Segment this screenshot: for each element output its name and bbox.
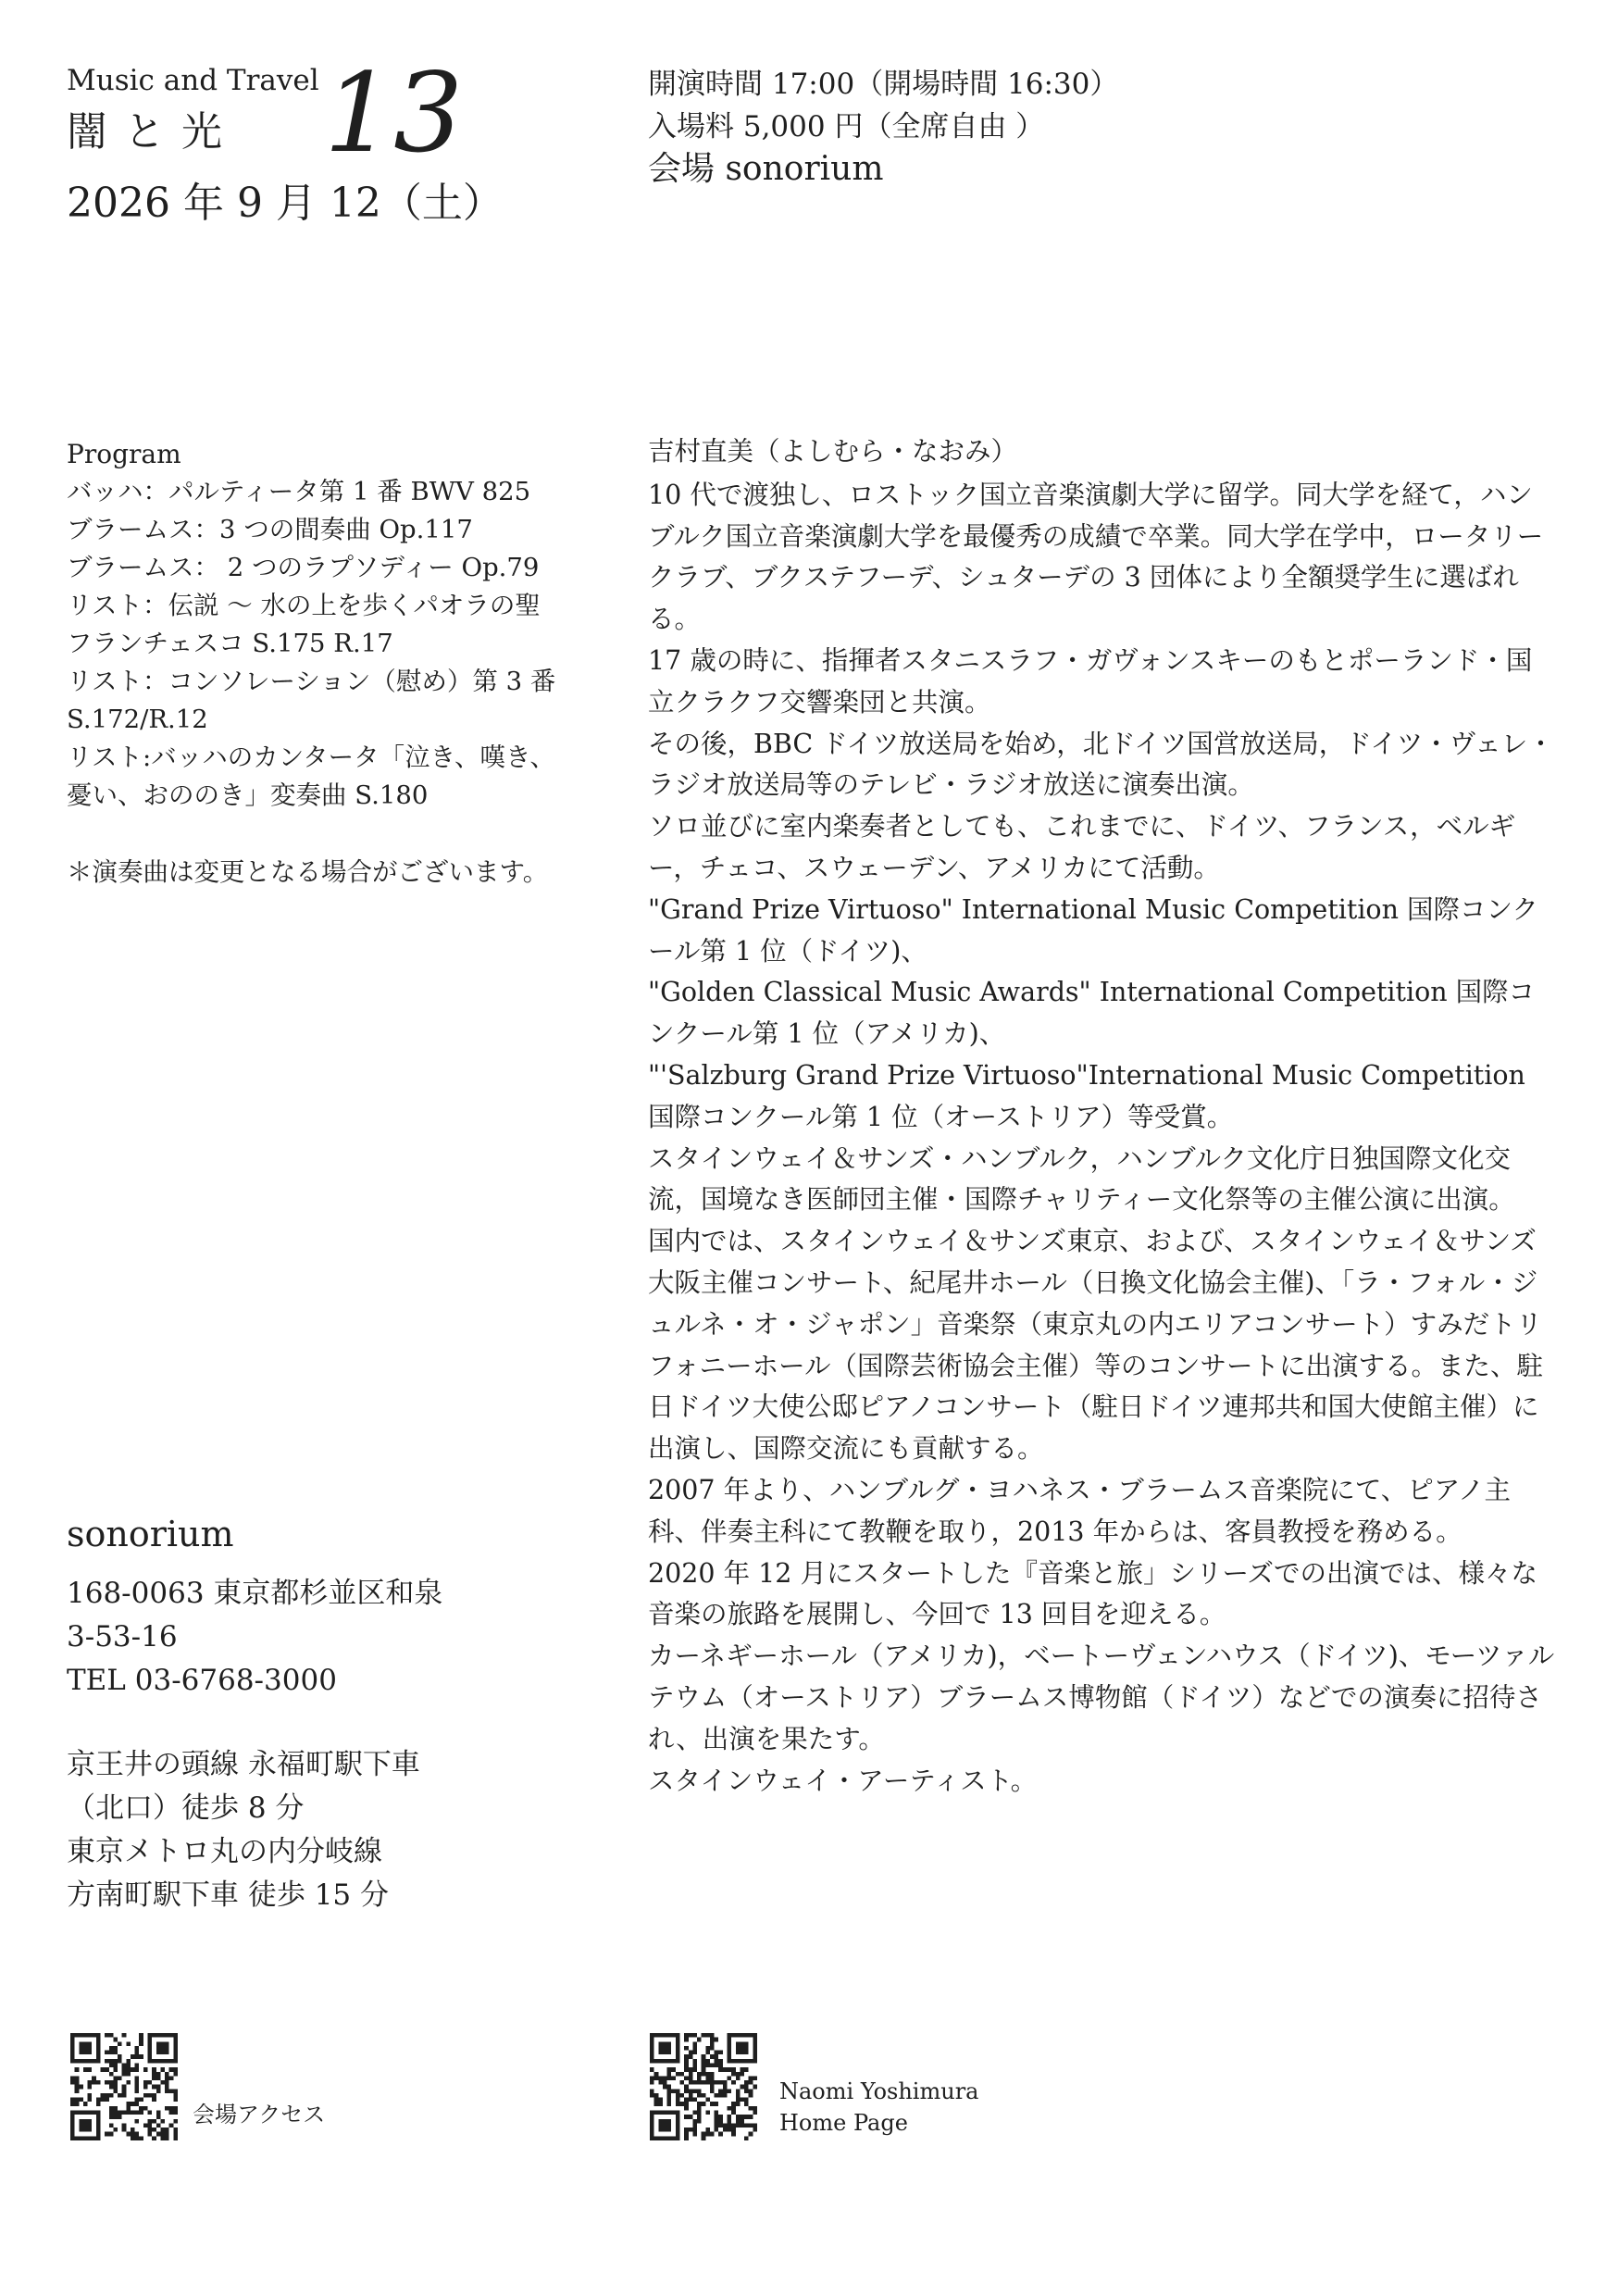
program-heading: Program <box>67 439 181 469</box>
event-fee: 入場料 5,000 円（全席自由 ） <box>648 110 1045 144</box>
program-line: リスト:バッハのカンタータ「泣き、嘆き、 <box>67 742 555 772</box>
program-line: 憂い、おののき」変奏曲 S.180 <box>67 780 429 810</box>
program-line: S.172/R.12 <box>67 705 208 734</box>
bio-paragraph: ソロ並びに室内楽奏者としても、これまでに、ドイツ、フランス，ベルギー，チェコ、スウェーデン、アメリカにて活動。 <box>648 811 1516 883</box>
home-page-qr-code[interactable] <box>650 2033 757 2140</box>
bio-paragraph: スタインウェイ・アーティスト。 <box>648 1765 1038 1796</box>
venue-name: sonorium <box>67 1514 234 1554</box>
event-time: 開演時間 17:00（開場時間 16:30） <box>648 68 1119 101</box>
bio-paragraph: 国内では、スタインウェイ＆サンズ東京、および、スタインウェイ＆サンズ大阪主催コンサート、紀尾井ホール（日換文化協会主催)、「ラ・フォル・ジュルネ・オ・ジャポン」音楽祭（東京丸の内エリアコンサート）すみだトリフォニーホール（国際芸術協会主催）等のコンサートに出演する。また、駐日ドイツ大使公邸ピアノコンサート（駐日ドイツ連邦共和国大使館主催）に出演し、国際交流にも貢献する。 <box>648 1226 1544 1465</box>
program-line: リスト：伝説 ～ 水の上を歩くパオラの聖 <box>67 591 541 620</box>
venue-address-line: 3-53-16 <box>67 1620 178 1653</box>
program-line: ブラームス： 2 つのラプソディー Op.79 <box>67 553 540 582</box>
venue-access-qr-code[interactable] <box>70 2033 178 2140</box>
program-line: ブラームス：3 つの間奏曲 Op.117 <box>67 515 473 544</box>
concert-date: 2026 年 9 月 12（土） <box>67 180 504 227</box>
home-page-qr-label-name: Naomi Yoshimura <box>779 2078 979 2104</box>
access-line: 京王井の頭線 永福町駅下車 <box>67 1748 420 1781</box>
bio-paragraph: "Golden Classical Music Awards" International Competition 国際コンクール第 1 位（アメリカ)、 <box>648 977 1536 1050</box>
event-venue: 会場 sonorium <box>648 150 884 188</box>
program-line: フランチェスコ S.175 R.17 <box>67 629 393 658</box>
bio-paragraph: "Grand Prize Virtuoso" International Music Competition 国際コンクール第 1 位（ドイツ)、 <box>648 893 1538 967</box>
bio-paragraph: "'Salzburg Grand Prize Virtuoso"International Music Competition 国際コンクール第 1 位（オーストリア）等受賞。 <box>648 1059 1525 1132</box>
venue-address-line: 168-0063 東京都杉並区和泉 <box>67 1577 443 1610</box>
home-page-qr-label-text: Home Page <box>779 2110 908 2136</box>
venue-phone: TEL 03-6768-3000 <box>67 1664 337 1697</box>
event-info <box>648 63 1118 191</box>
series-name: Music and Travel <box>67 64 319 97</box>
bio-paragraph: スタインウェイ＆サンズ・ハンブルク，ハンブルク文化庁日独国際文化交流，国境なき医師団主催・国際チャリティー文化祭等の主催公演に出演。 <box>648 1142 1515 1216</box>
artist-name: 吉村直美（よしむら・なおみ） <box>648 436 1018 467</box>
concert-number: 13 <box>324 49 464 177</box>
bio-paragraph: 2007 年より、ハンブルグ・ヨハネス・ブラームス音楽院にて、ピアノ主科、伴奏主科にて教鞭を取り，2013 年からは、客員教授を務める。 <box>648 1474 1512 1547</box>
program-section <box>67 435 622 892</box>
bio-paragraph: その後，BBC ドイツ放送局を始め，北ドイツ国営放送局，ドイツ・ヴェレ・ラジオ放送局等のテレビ・ラジオ放送に演奏出演。 <box>648 728 1554 801</box>
bio-paragraph: カーネギーホール（アメリカ)，ベートーヴェンハウス（ドイツ)、モーツァルテウム（オーストリア）ブラームス博物館（ドイツ）などでの演奏に招待され、出演を果たす。 <box>648 1641 1555 1754</box>
access-line: 東京メトロ丸の内分岐線 <box>67 1835 382 1868</box>
bio-paragraph: 2020 年 12 月にスタートした『音楽と旅」シリーズでの出演では、様々な音楽の旅路を展開し、今回で 13 回目を迎える。 <box>648 1557 1538 1630</box>
home-page-qr-label <box>779 2076 978 2139</box>
program-line: バッハ：パルティータ第 1 番 BWV 825 <box>67 477 531 506</box>
venue-access-qr-label: 会場アクセス <box>193 2102 326 2128</box>
concert-title: 闇と光 <box>67 108 239 156</box>
venue-section <box>67 1511 622 1917</box>
bio-paragraph: 10 代で渡独し、ロストック国立音楽演劇大学に留学。同大学を経て，ハンブルク国立音楽演劇大学を最優秀の成績で卒業。同大学在学中，ロータリークラブ、ブクステフーデ、シュターデの 3 団体により全額奨学生に選ばれる。 <box>648 479 1544 635</box>
program-note: ＊演奏曲は変更となる場合がございます。 <box>67 857 549 887</box>
venue-access <box>67 1743 622 1917</box>
access-line: （北口）徒歩 8 分 <box>67 1791 305 1825</box>
artist-bio <box>648 431 1555 1802</box>
access-line: 方南町駅下車 徒歩 15 分 <box>67 1878 390 1912</box>
bio-paragraph: 17 歳の時に、指揮者スタニスラフ・ガヴォンスキーのもとポーランド・国立クラクフ交響楽団と共演。 <box>648 644 1533 718</box>
program-line: リスト：コンソレーション（慰め）第 3 番 <box>67 667 556 696</box>
